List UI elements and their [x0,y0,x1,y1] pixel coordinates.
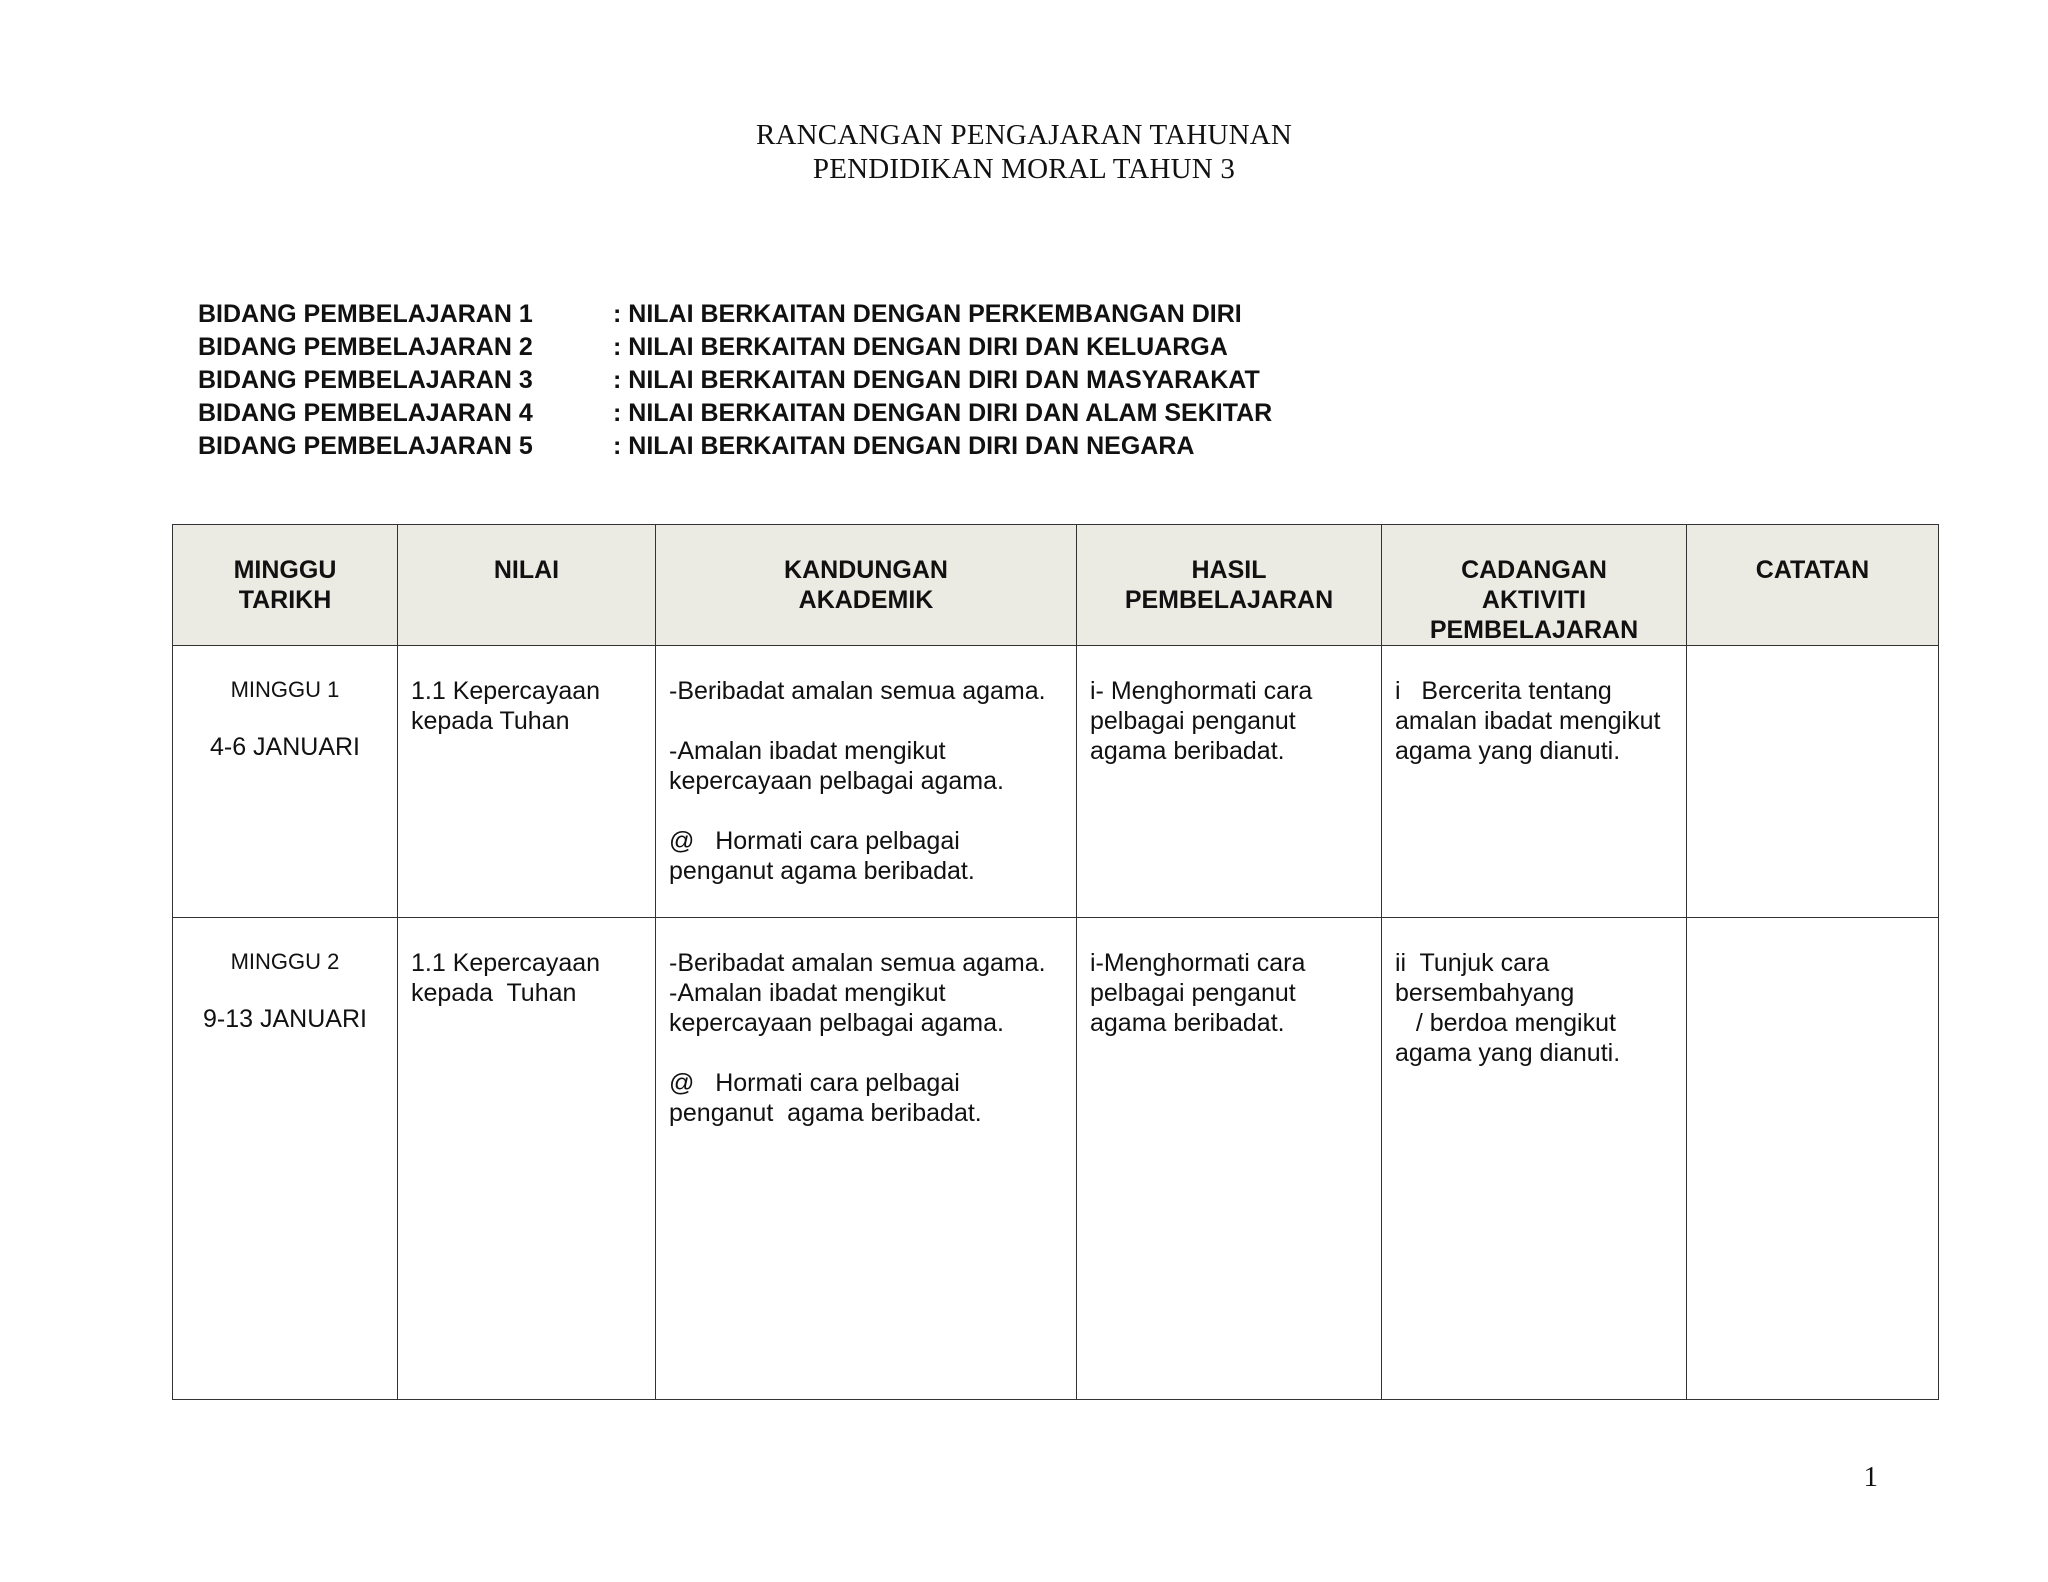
nilai-text: 1.1 Kepercayaan kepada Tuhan [411,677,601,735]
cadangan-cell [1382,918,1687,1400]
title-line-1: RANCANGAN PENGAJARAN TAHUNAN [755,119,1293,151]
hasil-cell [1077,646,1382,918]
kandungan-text: @ Hormati cara pelbagai penganut agama beribadat. [669,827,975,885]
header-cadangan-label: CADANGAN [1461,556,1607,584]
table-header-row [173,525,1939,646]
page-number: 1 [1863,1461,1878,1493]
week-label: MINGGU 1 [230,677,340,702]
hasil-text: i-Menghormati cara pelbagai penganut agama beribadat. [1090,949,1306,1037]
learning-area-label: BIDANG PEMBELAJARAN 1 [198,300,533,328]
week-date: 9-13 JANUARI [203,1005,367,1033]
header-aktiviti-label: AKTIVITI [1481,586,1587,614]
header-pembelajaran-label: PEMBELAJARAN [1429,616,1639,644]
nilai-text: 1.1 Kepercayaan kepada Tuhan [411,949,601,1007]
learning-area-label: BIDANG PEMBELAJARAN 2 [198,333,533,361]
header-minggu-tarikh [173,525,398,646]
hasil-cell [1077,918,1382,1400]
header-nilai-label: NILAI [493,556,560,584]
cadangan-cell [1382,646,1687,918]
kandungan-text: -Beribadat amalan semua agama. -Amalan ibadat mengikut kepercayaan pelbagai agama. [669,949,1046,1037]
learning-area-value: : NILAI BERKAITAN DENGAN DIRI DAN KELUARGA [613,333,1228,361]
learning-area-row [198,331,1272,364]
header-cadangan-aktiviti [1382,525,1687,646]
header-akademik-label: AKADEMIK [798,586,934,614]
nilai-cell [398,918,656,1400]
header-kandungan-label: KANDUNGAN [784,556,948,584]
table-row [173,646,1939,918]
learning-area-label: BIDANG PEMBELAJARAN 4 [198,399,533,427]
week-date: 4-6 JANUARI [209,733,361,761]
catatan-cell [1687,646,1939,918]
kandungan-text: -Amalan ibadat mengikut kepercayaan pelbagai agama. [669,737,1004,795]
header-minggu-label: MINGGU [233,556,337,584]
learning-area-row [198,298,1272,331]
learning-area-row [198,364,1272,397]
cadangan-text: i Bercerita tentang amalan ibadat mengikut agama yang dianuti. [1395,677,1661,765]
header-tarikh-label: TARIKH [238,586,332,614]
kandungan-text: @ Hormati cara pelbagai penganut agama beribadat. [669,1069,982,1127]
week-date-cell [173,918,398,1400]
catatan-cell [1687,918,1939,1400]
learning-area-value: : NILAI BERKAITAN DENGAN DIRI DAN NEGARA [613,432,1195,460]
hasil-text: i- Menghormati cara pelbagai penganut agama beribadat. [1090,677,1313,765]
learning-area-value: : NILAI BERKAITAN DENGAN PERKEMBANGAN DIRI [613,300,1242,328]
document-title [0,118,2048,186]
learning-area-row [198,430,1272,463]
header-catatan-label: CATATAN [1755,556,1870,584]
lesson-plan-table [172,524,1939,1400]
learning-areas-list [198,298,1272,463]
kandungan-cell [656,918,1077,1400]
header-kandungan-akademik [656,525,1077,646]
header-pembelajaran-label: PEMBELAJARAN [1124,586,1334,614]
learning-area-label: BIDANG PEMBELAJARAN 5 [198,432,533,460]
cadangan-text: ii Tunjuk cara bersembahyang / berdoa mengikut agama yang dianuti. [1395,949,1621,1067]
nilai-cell [398,646,656,918]
kandungan-cell [656,646,1077,918]
learning-area-label: BIDANG PEMBELAJARAN 3 [198,366,533,394]
week-date-cell [173,646,398,918]
table-row [173,918,1939,1400]
header-hasil-label: HASIL [1191,556,1267,584]
header-catatan [1687,525,1939,646]
header-nilai [398,525,656,646]
learning-area-row [198,397,1272,430]
learning-area-value: : NILAI BERKAITAN DENGAN DIRI DAN ALAM SEKITAR [613,399,1273,427]
week-label: MINGGU 2 [230,949,340,974]
title-line-2: PENDIDIKAN MORAL TAHUN 3 [812,153,1236,185]
header-hasil-pembelajaran [1077,525,1382,646]
kandungan-text: -Beribadat amalan semua agama. [669,677,1046,705]
learning-area-value: : NILAI BERKAITAN DENGAN DIRI DAN MASYARAKAT [613,366,1260,394]
